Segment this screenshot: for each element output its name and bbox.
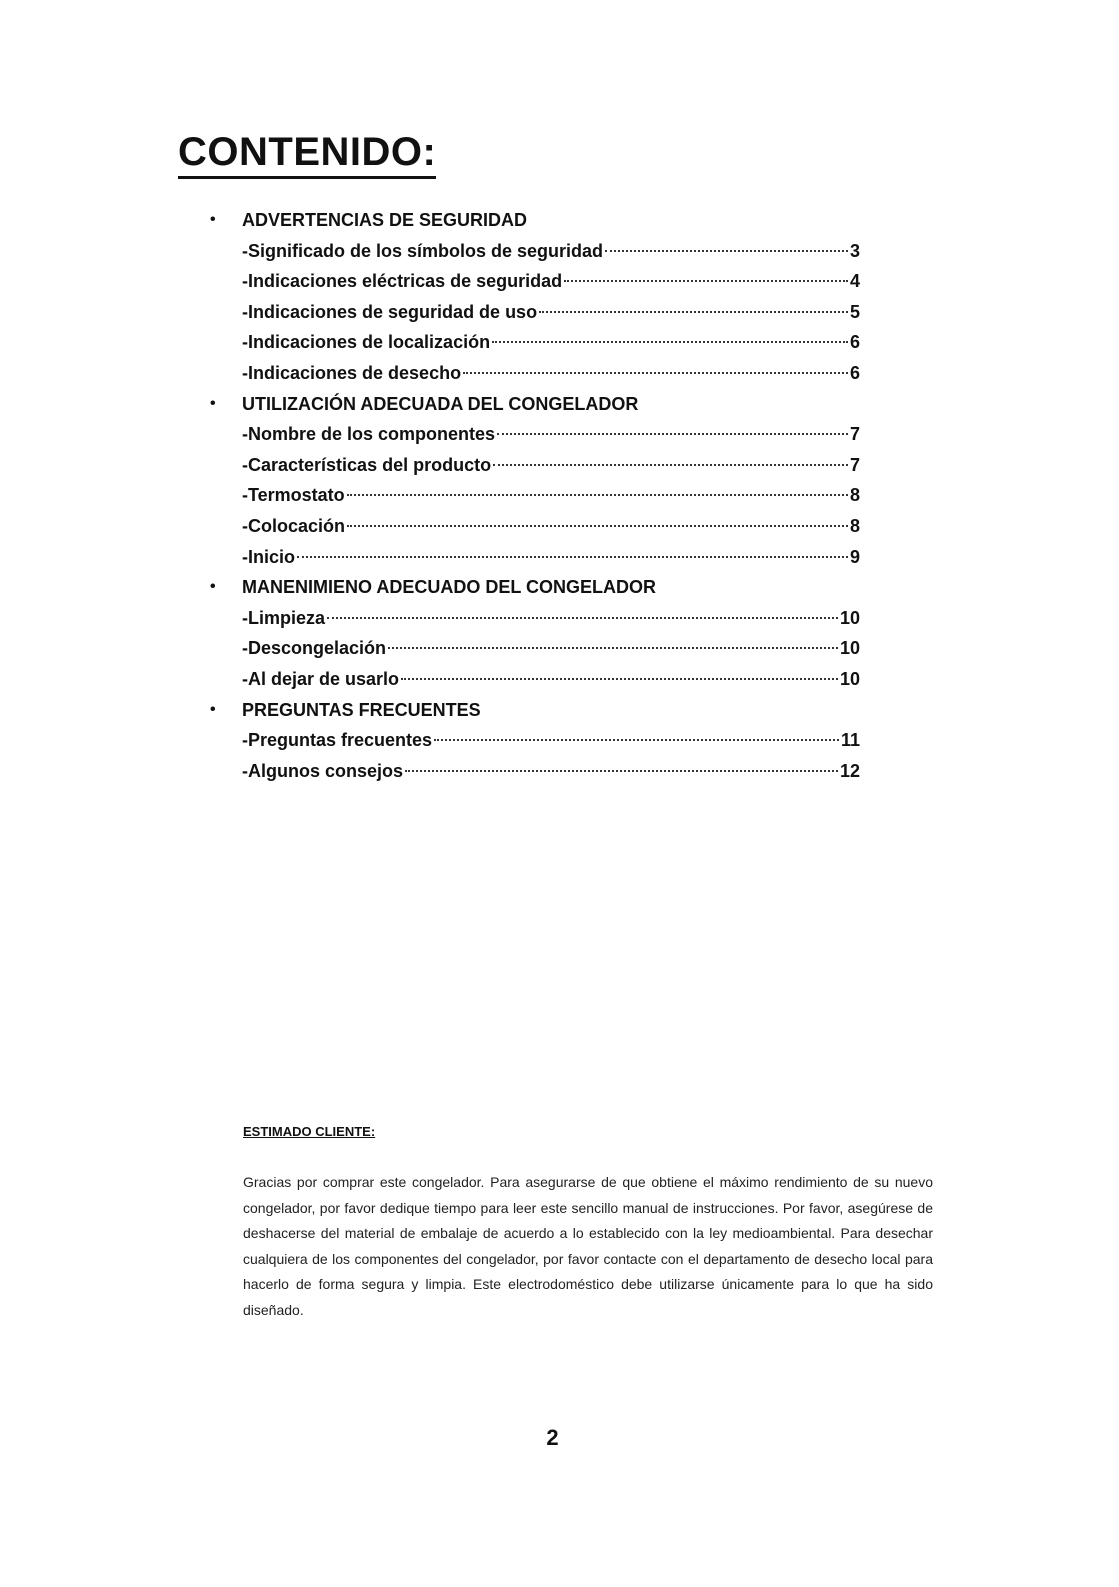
toc-entry [210, 603, 860, 634]
toc-leader-dots [564, 280, 848, 282]
toc-entry-label: -Indicaciones eléctricas de seguridad [242, 271, 563, 292]
toc-leader-dots [434, 739, 839, 741]
toc-entry-page: 9 [849, 546, 860, 567]
toc-entry-label: -Al dejar de usarlo [242, 668, 400, 689]
toc-entry-page: 3 [849, 240, 860, 261]
toc-entry-label: -Algunos consejos [242, 760, 404, 781]
toc-leader-dots [347, 494, 848, 496]
toc-leader-dots [493, 464, 848, 466]
bullet-icon: • [210, 211, 216, 228]
toc-entry-label: -Indicaciones de localización [242, 332, 491, 353]
toc-entry [210, 236, 860, 267]
toc-leader-dots [327, 617, 838, 619]
toc-entry [210, 511, 860, 542]
toc-entry [210, 450, 860, 481]
toc-entry-page: 7 [849, 454, 860, 475]
toc-leader-dots [605, 250, 848, 252]
toc-leader-dots [401, 678, 838, 680]
toc-leader-dots [492, 341, 848, 343]
toc-entry [210, 725, 860, 756]
toc-entry-page: 8 [849, 515, 860, 536]
customer-heading: ESTIMADO CLIENTE: [243, 1124, 376, 1139]
toc-entry-label: -Preguntas frecuentes [242, 730, 433, 751]
toc-entry-page: 10 [839, 638, 860, 659]
table-of-contents [210, 205, 860, 786]
customer-message: Gracias por comprar este congelador. Para asegurarse de que obtiene el máximo rendimiento de su nuevo congelador, por favor dedique tiempo para leer este sencillo manual de instrucciones. Por favor, asegúrese de deshacerse del material de embalaje de acuerdo a lo establecido con la ley medioambiental. Para desechar cualquiera de los componentes del congelador, por favor contacte con el departamento de desecho local para hacerlo de forma segura y limpia. Este electrodoméstico debe utilizarse únicamente para lo que ha sido diseñado. [243, 1174, 933, 1318]
toc-entry-page: 7 [849, 424, 860, 445]
toc-leader-dots [388, 647, 838, 649]
bullet-icon: • [210, 700, 216, 718]
toc-leader-dots [463, 372, 848, 374]
toc-section-heading [210, 389, 860, 420]
toc-section-heading [210, 205, 860, 236]
toc-entry-page: 6 [849, 332, 860, 353]
toc-entry-label: -Significado de los símbolos de seguridad [242, 240, 604, 261]
toc-entry [210, 266, 860, 297]
page-title: CONTENIDO: [178, 128, 436, 179]
toc-section-label: ADVERTENCIAS DE SEGURIDAD [242, 210, 528, 230]
toc-entry-label: -Indicaciones de desecho [242, 362, 462, 383]
toc-entry-label: -Limpieza [242, 607, 326, 628]
page-number: 2 [546, 1425, 559, 1450]
toc-entry-label: -Termostato [242, 485, 345, 506]
toc-entry [210, 756, 860, 787]
toc-entry-page: 8 [849, 485, 860, 506]
toc-entry-page: 10 [839, 607, 860, 628]
toc-entry [210, 480, 860, 511]
toc-entry-page: 4 [849, 271, 860, 292]
toc-entry [210, 358, 860, 389]
toc-entry [210, 419, 860, 450]
toc-section-label: MANENIMIENO ADECUADO DEL CONGELADOR [242, 577, 657, 598]
toc-entry [210, 633, 860, 664]
toc-entry-label: -Indicaciones de seguridad de uso [242, 301, 538, 322]
toc-entry-page: 11 [840, 730, 860, 751]
bullet-icon: • [210, 394, 216, 412]
toc-entry-page: 10 [839, 668, 860, 689]
toc-entry-label: -Descongelación [242, 638, 387, 659]
toc-entry-label: -Características del producto [242, 454, 492, 475]
toc-entry [210, 327, 860, 358]
toc-entry [210, 664, 860, 695]
toc-entry-label: -Inicio [242, 546, 295, 567]
toc-entry-page: 6 [849, 362, 860, 383]
toc-leader-dots [497, 433, 848, 435]
toc-section-label: PREGUNTAS FRECUENTES [242, 699, 481, 720]
toc-leader-dots [405, 770, 838, 772]
toc-entry-label: -Nombre de los componentes [242, 424, 496, 445]
toc-entry [210, 297, 860, 328]
toc-entry-page: 5 [849, 301, 860, 322]
toc-entry-page: 12 [839, 760, 860, 781]
toc-entry-label: -Colocación [242, 515, 346, 536]
toc-leader-dots [539, 311, 848, 313]
toc-section-label: UTILIZACIÓN ADECUADA DEL CONGELADOR [242, 393, 639, 414]
toc-section-heading [210, 572, 860, 603]
toc-leader-dots [347, 525, 848, 527]
toc-section-heading [210, 695, 860, 726]
toc-entry [210, 542, 860, 573]
toc-leader-dots [297, 556, 848, 558]
bullet-icon: • [210, 578, 216, 596]
